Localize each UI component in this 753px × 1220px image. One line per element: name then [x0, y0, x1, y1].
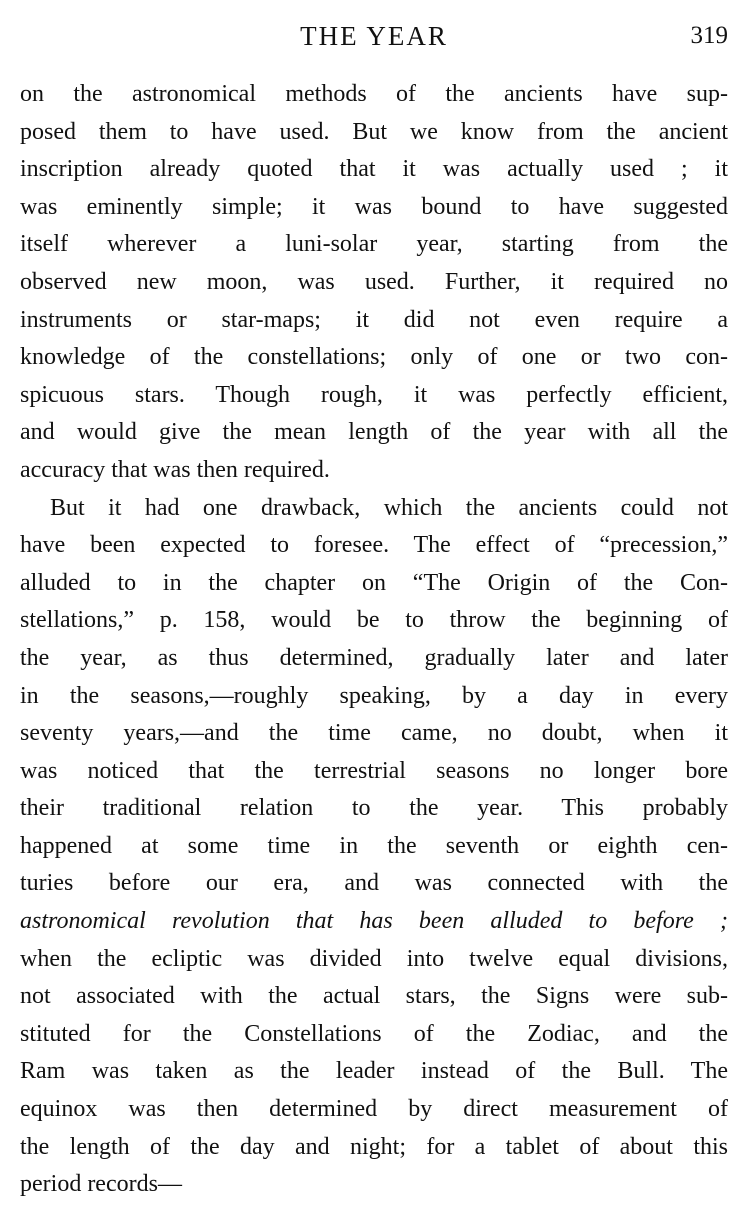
- text-line: happened at some time in the seventh or eighth cen-: [20, 832, 728, 859]
- text-line: itself wherever a luni-solar year, starting from the: [20, 231, 728, 258]
- text-line: instruments or star-maps; it did not even require a: [20, 306, 728, 333]
- text-line: observed new moon, was used. Further, it required no: [20, 268, 728, 295]
- text-line: But it had one drawback, which the ancients could not: [50, 494, 728, 521]
- text-line: have been expected to foresee. The effect of “precession,”: [20, 532, 728, 559]
- text-line: period records—: [20, 1171, 182, 1198]
- text-line: posed them to have used. But we know from the ancient: [20, 118, 728, 145]
- text-line: equinox was then determined by direct measurement of: [20, 1096, 728, 1123]
- paragraph-2: [20, 490, 728, 1204]
- text-line: stellations,” p. 158, would be to throw the beginning of: [20, 607, 728, 634]
- body-text: [20, 76, 728, 1204]
- text-line: spicuous stars. Though rough, it was perfectly efficient,: [20, 381, 728, 408]
- text-line: turies before our era, and was connected with the: [20, 870, 728, 897]
- text-line: seventy years,—and the time came, no doubt, when it: [20, 720, 728, 747]
- text-line: in the seasons,—roughly speaking, by a day in every: [20, 682, 728, 709]
- paragraph-1: [20, 76, 728, 490]
- text-line: and would give the mean length of the year with all the: [20, 419, 728, 446]
- italic-phrase: astronomical revolution that has been alluded to before ;: [20, 908, 728, 935]
- italic-text-line: [20, 903, 728, 941]
- text-line: accuracy that was then required.: [20, 456, 330, 483]
- page-number: 319: [690, 22, 728, 49]
- text-line: the year, as thus determined, gradually later and later: [20, 644, 728, 671]
- text-line: was noticed that the terrestrial seasons no longer bore: [20, 757, 728, 784]
- text-line: stituted for the Constellations of the Zodiac, and the: [20, 1020, 728, 1047]
- text-line: inscription already quoted that it was actually used ; it: [20, 156, 728, 183]
- text-line: Ram was taken as the leader instead of the Bull. The: [20, 1058, 728, 1085]
- text-line: alluded to in the chapter on “The Origin of the Con-: [20, 569, 728, 596]
- text-line: when the ecliptic was divided into twelve equal divisions,: [20, 945, 728, 972]
- text-line: not associated with the actual stars, the Signs were sub-: [20, 983, 728, 1010]
- text-line: was eminently simple; it was bound to have suggested: [20, 193, 728, 220]
- chapter-title: THE YEAR: [300, 21, 448, 51]
- text-line: their traditional relation to the year. This probably: [20, 795, 728, 822]
- text-line: the length of the day and night; for a tablet of about this: [20, 1133, 728, 1160]
- text-line: knowledge of the constellations; only of one or two con-: [20, 344, 728, 371]
- running-head: [20, 18, 728, 54]
- text-line: on the astronomical methods of the ancients have sup-: [20, 81, 728, 107]
